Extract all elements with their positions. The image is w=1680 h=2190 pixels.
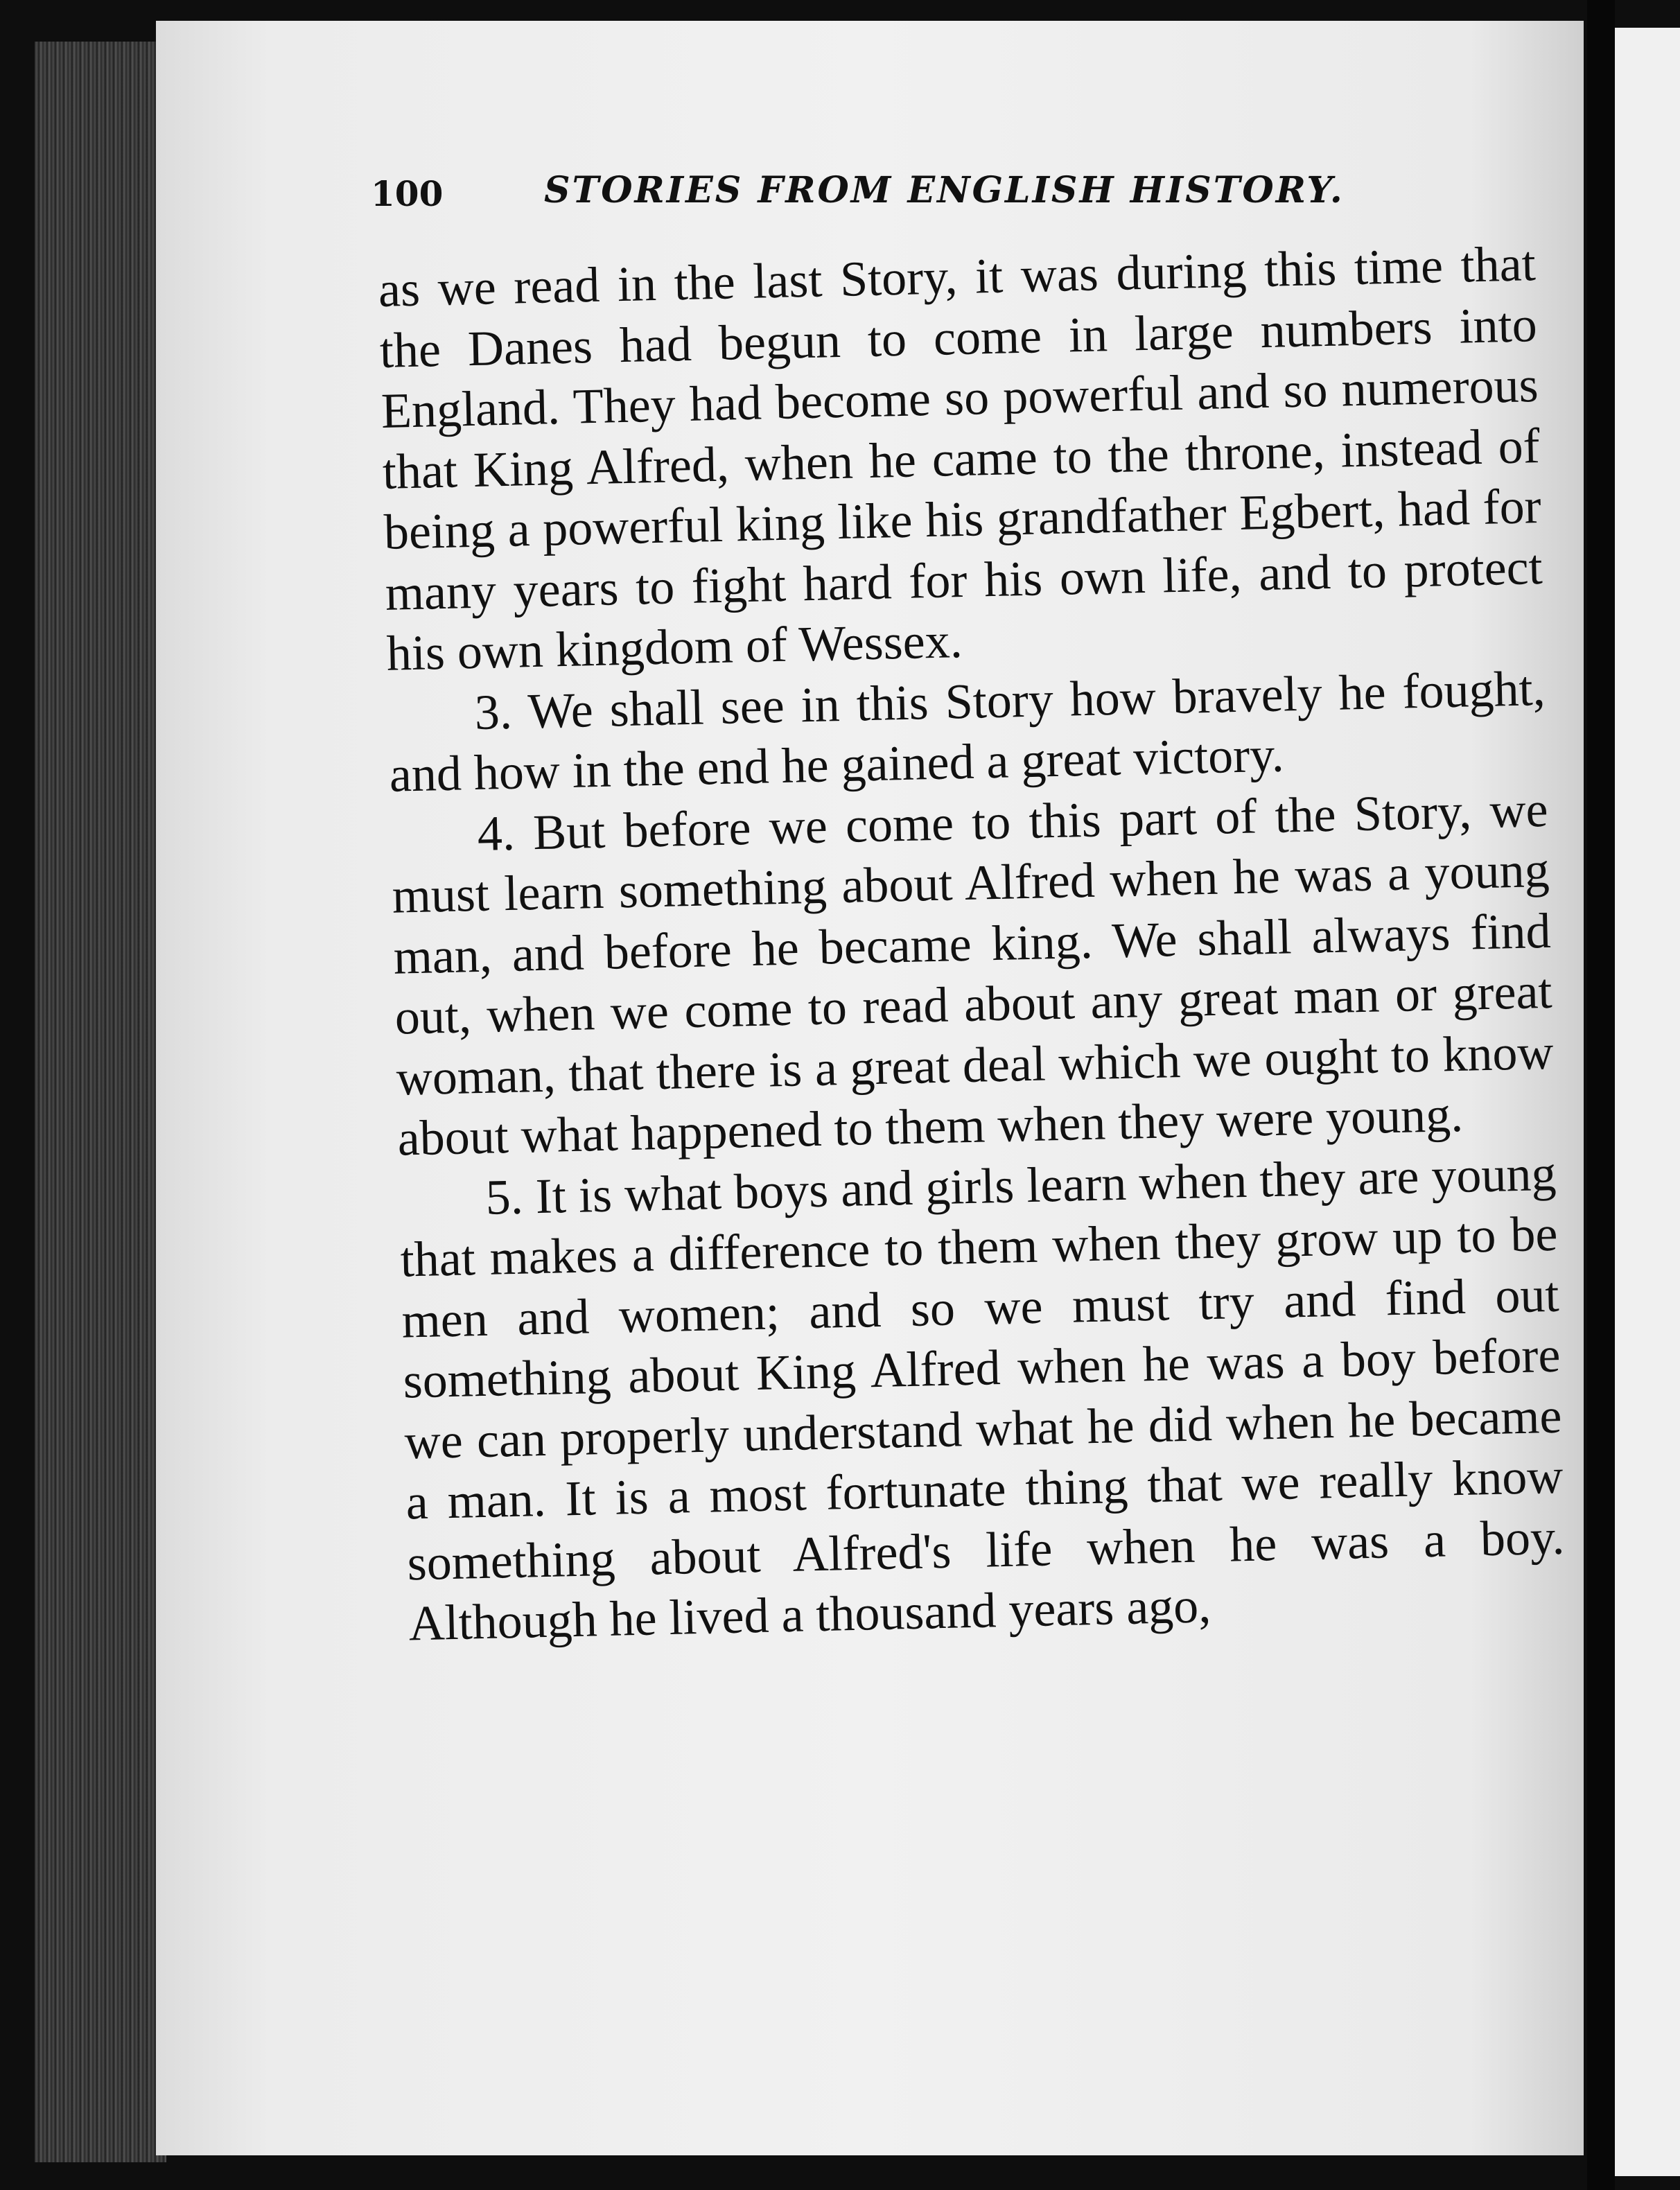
paragraph-5: 5. It is what boys and girls learn when they are young that makes a difference to them when they grow up to be men and women; and so we must try and find out something about King Alfred when he was a boy before we can properly understand what he did when he became a man. It is a most fortunate thing that we really know something about Alfred's life when he was a boy. Although he lived a thousand years ago,: [399, 1145, 1566, 1652]
paragraph-continued: as we read in the last Story, it was during this time that the Danes had begun to come in large numbers into England. They had become so powerful and so numerous that King Alfred, when he came to the throne, instead of being a powerful king like his grandfather Egbert, had for many years to fight hard for his own life, and to protect his own kingdom of Wessex.: [378, 236, 1543, 681]
running-title: STORIES FROM ENGLISH HISTORY.: [544, 169, 1345, 211]
paragraph-4: 4. But before we come to this part of the Story, we must learn something about Alfred when he was a young man, and before he became king. We shall always find out, when we come to read about any great man or great woman, that there is a great deal which we ought to know about what happened to them when they were young.: [391, 781, 1555, 1166]
page-number: 100: [371, 173, 444, 214]
book-page-edges: [35, 42, 166, 2162]
paragraph-3: 3. We shall see in this Story how bravely he fought, and how in the end he gained a great victory.: [388, 660, 1546, 803]
book-gutter-shadow: [1587, 0, 1615, 2190]
adjacent-page-edge: [1615, 28, 1680, 2176]
body-text: [378, 234, 1566, 1654]
page-header: [371, 159, 1521, 236]
